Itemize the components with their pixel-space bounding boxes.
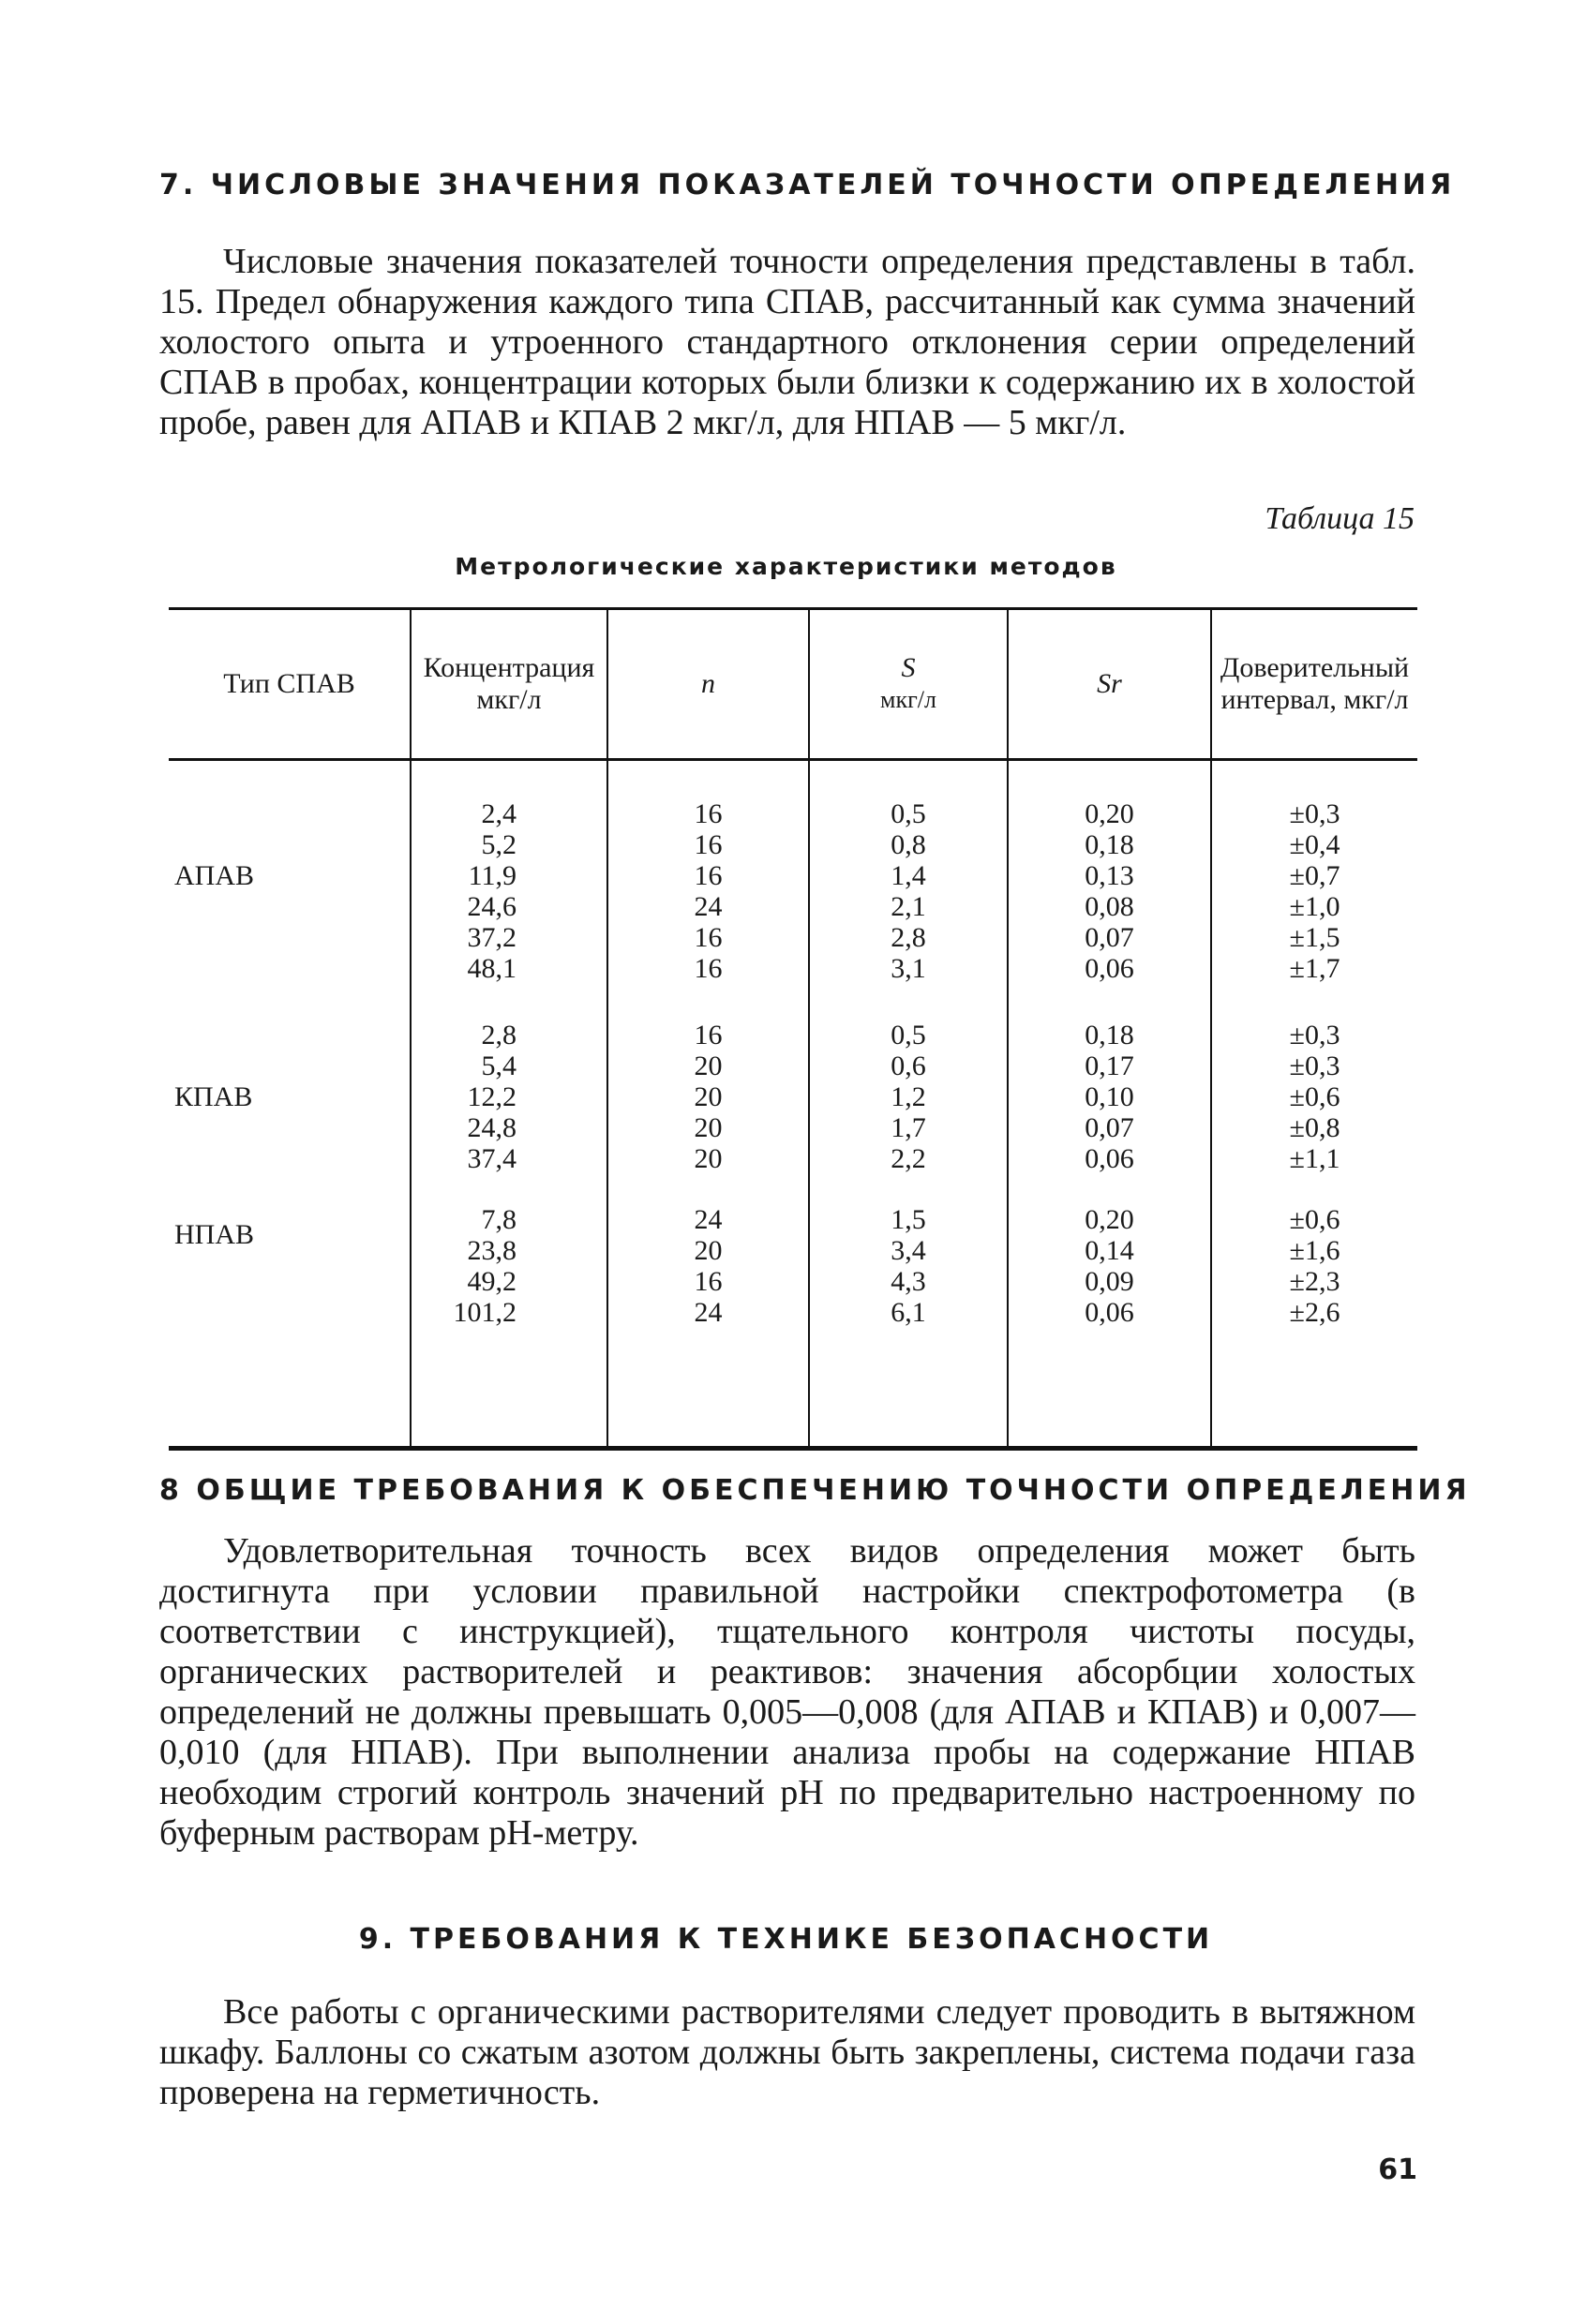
group-name: АПАВ — [174, 860, 255, 891]
conc-value: 101,2 — [453, 1297, 517, 1329]
sr-value: 0,13 — [1085, 860, 1134, 891]
sr-value: 0,07 — [1085, 1112, 1134, 1144]
conc-value: 5,2 — [481, 829, 517, 860]
ci-cell — [1211, 760, 1417, 1009]
sr-value: 0,17 — [1085, 1050, 1134, 1082]
section-9-text: Все работы с органическими растворителями следует проводить в вытяжном шкафу. Баллоны со сжатым азотом должны быть закреплены, система подачи газа проверена на герметичность. — [159, 1992, 1415, 2112]
section-9-paragraph — [159, 1992, 1415, 2113]
filler-cell — [809, 1343, 1008, 1449]
sr-value: 0,08 — [1085, 891, 1134, 922]
ci-value: ±0,3 — [1289, 1050, 1340, 1082]
section-9-heading: 9. ТРЕБОВАНИЯ К ТЕХНИКЕ БЕЗОПАСНОСТИ — [358, 1923, 1214, 1956]
group-name: НПАВ — [174, 1219, 255, 1251]
conc-value: 37,2 — [467, 922, 517, 953]
group-name-cell — [169, 1008, 411, 1193]
group-name: КПАВ — [174, 1081, 253, 1113]
conc-cell — [411, 1193, 607, 1343]
filler-cell — [607, 1343, 809, 1449]
page-number: 61 — [1378, 2153, 1417, 2186]
ci-value: ±0,7 — [1289, 860, 1340, 891]
s-value: 4,3 — [891, 1266, 926, 1298]
s-cell — [809, 1193, 1008, 1343]
conc-value: 2,8 — [481, 1020, 517, 1051]
header-n: n — [607, 609, 809, 760]
sr-value: 0,18 — [1085, 1020, 1134, 1051]
conc-value: 11,9 — [468, 860, 517, 891]
conc-value: 24,8 — [467, 1112, 517, 1144]
filler-cell — [169, 1343, 411, 1449]
n-cell — [607, 1193, 809, 1343]
section-7-heading: 7. ЧИСЛОВЫЕ ЗНАЧЕНИЯ ПОКАЗАТЕЛЕЙ ТОЧНОСТИ ОПРЕДЕЛЕНИЯ — [159, 169, 1456, 201]
header-s-symbol: S — [901, 652, 916, 683]
s-value: 0,8 — [891, 829, 926, 860]
header-sr: Sr — [1008, 609, 1211, 760]
metrology-table — [169, 607, 1417, 1451]
ci-value: ±0,6 — [1289, 1204, 1340, 1236]
n-value: 20 — [694, 1143, 723, 1175]
table-row — [169, 760, 1417, 1009]
ci-cell — [1211, 1008, 1417, 1193]
sr-value: 0,06 — [1085, 1297, 1134, 1329]
n-value: 16 — [694, 860, 723, 891]
sr-value: 0,20 — [1085, 1204, 1134, 1236]
conc-cell — [411, 1008, 607, 1193]
ci-value: ±1,6 — [1289, 1235, 1340, 1267]
s-value: 0,6 — [891, 1050, 926, 1082]
header-confidence-interval: Доверительный интервал, мкг/л — [1211, 609, 1417, 760]
filler-cell — [411, 1343, 607, 1449]
table-row — [169, 1008, 1417, 1193]
table-body — [169, 760, 1417, 1449]
n-value: 20 — [694, 1050, 723, 1082]
sr-value: 0,18 — [1085, 829, 1134, 860]
header-s — [809, 609, 1008, 760]
sr-cell — [1008, 1193, 1211, 1343]
n-value: 20 — [694, 1235, 723, 1267]
conc-value: 49,2 — [467, 1266, 517, 1298]
n-cell — [607, 760, 809, 1009]
ci-cell — [1211, 1193, 1417, 1343]
conc-value: 7,8 — [481, 1204, 517, 1236]
table-row — [169, 1193, 1417, 1343]
s-value: 1,2 — [891, 1081, 926, 1113]
sr-value: 0,20 — [1085, 798, 1134, 829]
conc-value: 23,8 — [467, 1235, 517, 1267]
s-cell — [809, 760, 1008, 1009]
table-header-row — [169, 609, 1417, 760]
s-value: 1,4 — [891, 860, 926, 891]
conc-value: 5,4 — [481, 1050, 517, 1082]
conc-value: 2,4 — [481, 798, 517, 829]
section-7-text: Числовые значения показателей точности определения представлены в табл. 15. Предел обнаружения каждого типа СПАВ, рассчитанный как сумма значений холостого опыта и утроенного стандартного отклонения серии определений СПАВ в пробах, концентрации которых были близки к содержанию их в холостой пробе, равен для АПАВ и КПАВ 2 мкг/л, для НПАВ — 5 мкг/л. — [159, 242, 1415, 442]
s-value: 6,1 — [891, 1297, 926, 1329]
s-value: 3,4 — [891, 1235, 926, 1267]
group-name-cell — [169, 1193, 411, 1343]
sr-value: 0,09 — [1085, 1266, 1134, 1298]
ci-value: ±0,4 — [1289, 829, 1340, 860]
table-filler-row — [169, 1343, 1417, 1449]
header-concentration: Концентрация мкг/л — [411, 609, 607, 760]
sr-value: 0,10 — [1085, 1081, 1134, 1113]
table-title: Метрологические характеристики методов — [455, 553, 1117, 580]
ci-value: ±2,6 — [1289, 1297, 1340, 1329]
n-value: 20 — [694, 1112, 723, 1144]
table-label: Таблица 15 — [1265, 501, 1415, 536]
filler-cell — [1211, 1343, 1417, 1449]
ci-value: ±1,5 — [1289, 922, 1340, 953]
n-value: 16 — [694, 1266, 723, 1298]
s-value: 2,2 — [891, 1143, 926, 1175]
s-value: 3,1 — [891, 953, 926, 984]
s-value: 0,5 — [891, 1020, 926, 1051]
sr-cell — [1008, 1008, 1211, 1193]
n-value: 20 — [694, 1081, 723, 1113]
conc-value: 37,4 — [467, 1143, 517, 1175]
n-value: 16 — [694, 1020, 723, 1051]
conc-value: 24,6 — [467, 891, 517, 922]
conc-cell — [411, 760, 607, 1009]
n-cell — [607, 1008, 809, 1193]
n-value: 24 — [694, 1297, 723, 1329]
n-value: 16 — [694, 829, 723, 860]
s-value: 2,1 — [891, 891, 926, 922]
s-value: 1,5 — [891, 1204, 926, 1236]
conc-value: 48,1 — [467, 953, 517, 984]
ci-value: ±2,3 — [1289, 1266, 1340, 1298]
s-value: 0,5 — [891, 798, 926, 829]
n-value: 16 — [694, 798, 723, 829]
sr-value: 0,07 — [1085, 922, 1134, 953]
ci-value: ±1,7 — [1289, 953, 1340, 984]
n-value: 24 — [694, 891, 723, 922]
conc-value: 12,2 — [467, 1081, 517, 1113]
ci-value: ±0,3 — [1289, 798, 1340, 829]
ci-value: ±0,8 — [1289, 1112, 1340, 1144]
filler-cell — [1008, 1343, 1211, 1449]
ci-value: ±1,1 — [1289, 1143, 1340, 1175]
header-s-unit: мкг/л — [880, 686, 936, 713]
section-8-text: Удовлетворительная точность всех видов определения может быть достигнута при условии правильной настройки спектрофотометра (в соответствии с инструкцией), тщательного контроля чистоты посуды, органических растворителей и реактивов: значения абсорбции холостых определений не должны превышать 0,005—0,008 (для АПАВ и КПАВ) и 0,007—0,010 (для НПАВ). При выполнении анализа пробы на содержание НПАВ необходим строгий контроль значений pH по предварительно настроенному по буферным растворам pH-метру. — [159, 1531, 1415, 1853]
header-type: Тип СПАВ — [169, 609, 411, 760]
ci-value: ±0,3 — [1289, 1020, 1340, 1051]
sr-value: 0,14 — [1085, 1235, 1134, 1267]
section-8-heading: 8 ОБЩИЕ ТРЕБОВАНИЯ К ОБЕСПЕЧЕНИЮ ТОЧНОСТИ ОПРЕДЕЛЕНИЯ — [159, 1474, 1471, 1507]
section-7-paragraph — [159, 242, 1415, 443]
section-8-paragraph — [159, 1531, 1415, 1854]
s-value: 2,8 — [891, 922, 926, 953]
ci-value: ±0,6 — [1289, 1081, 1340, 1113]
ci-value: ±1,0 — [1289, 891, 1340, 922]
s-cell — [809, 1008, 1008, 1193]
n-value: 24 — [694, 1204, 723, 1236]
n-value: 16 — [694, 953, 723, 984]
group-name-cell — [169, 760, 411, 1009]
sr-value: 0,06 — [1085, 1143, 1134, 1175]
s-value: 1,7 — [891, 1112, 926, 1144]
sr-cell — [1008, 760, 1211, 1009]
sr-value: 0,06 — [1085, 953, 1134, 984]
n-value: 16 — [694, 922, 723, 953]
